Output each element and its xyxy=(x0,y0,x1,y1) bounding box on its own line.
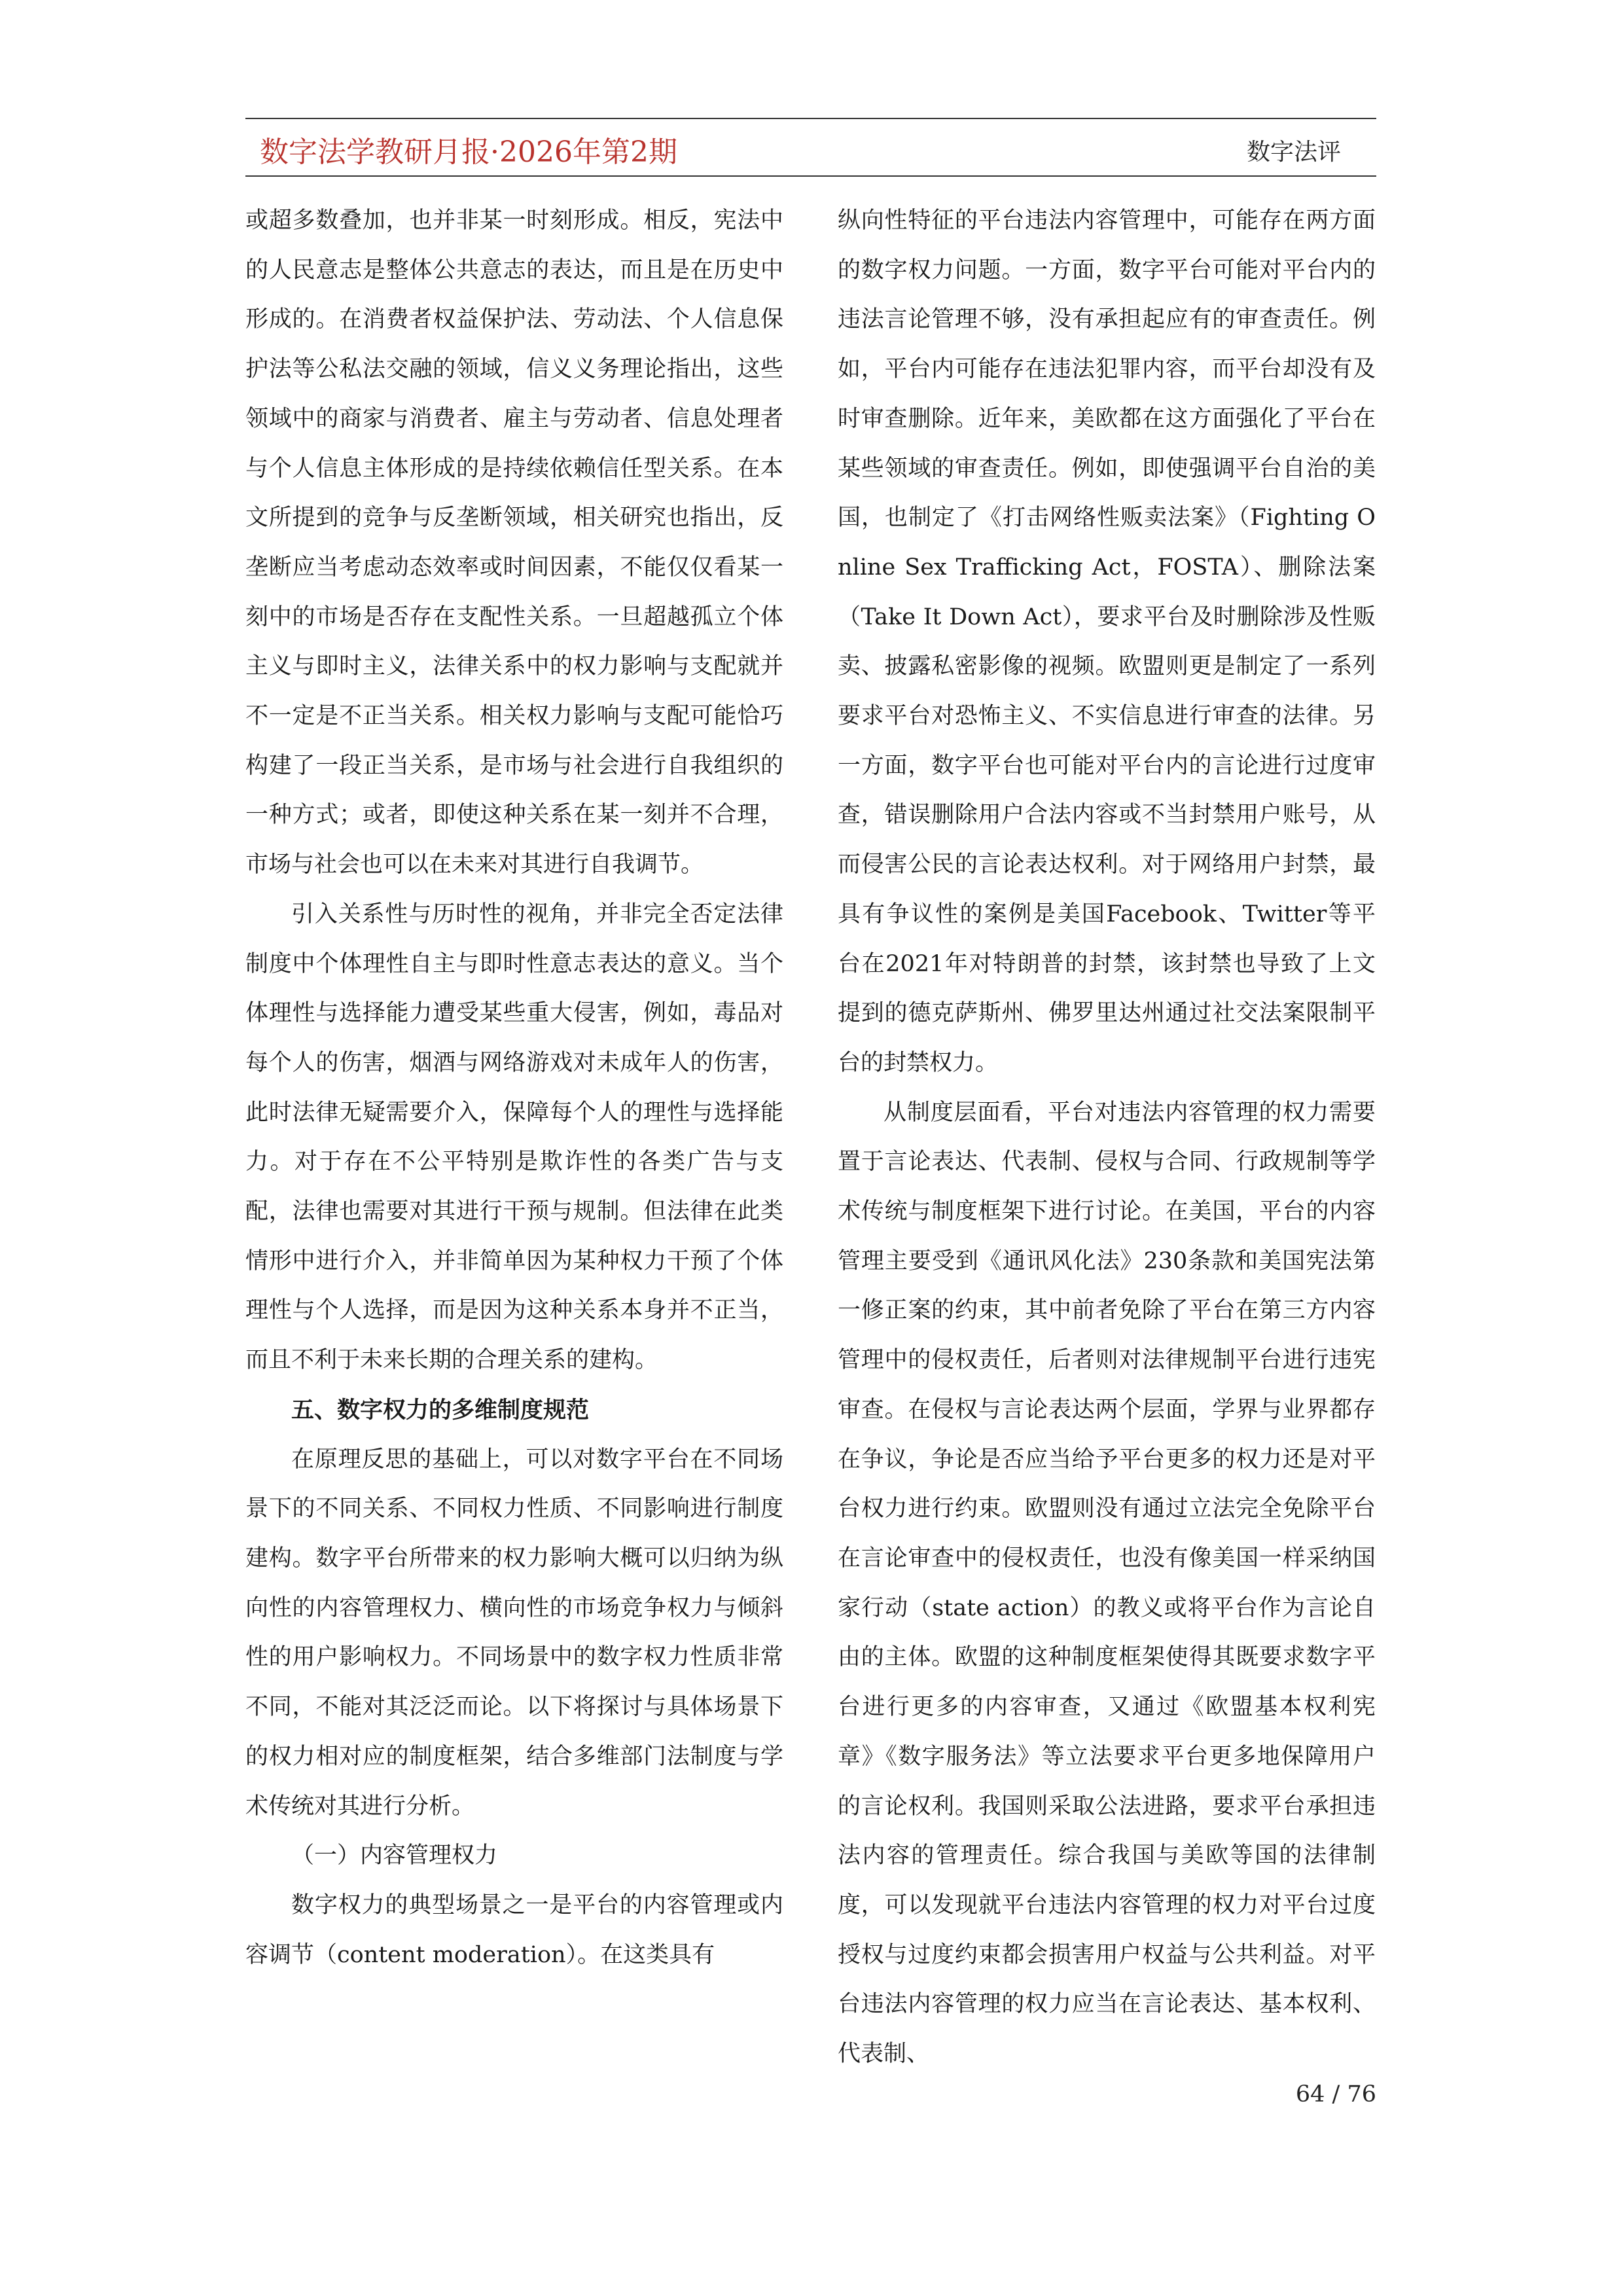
body-paragraph: 或超多数叠加，也并非某一时刻形成。相反，宪法中的人民意志是整体公共意志的表达，而且是在历史中形成的。在消费者权益保护法、劳动法、个人信息保护法等公私法交融的领域，信义义务理论指出，这些领域中的商家与消费者、雇主与劳动者、信息处理者与个人信息主体形成的是持续依赖信任型关系。在本文所提到的竞争与反垄断领域，相关研究也指出，反垄断应当考虑动态效率或时间因素，不能仅仅看某一刻中的市场是否存在支配性关系。一旦超越孤立个体主义与即时主义，法律关系中的权力影响与支配就并不一定是不正当关系。相关权力影响与支配可能恰巧构建了一段正当关系，是市场与社会进行自我组织的一种方式；或者，即使这种关系在某一刻并不合理，市场与社会也可以在未来对其进行自我调节。 xyxy=(245,207,783,878)
right-column xyxy=(838,196,1376,2078)
page-number: 64 / 76 xyxy=(1295,2081,1376,2108)
section-name: 数字法评 xyxy=(1246,139,1341,166)
journal-title: 数字法学教研月报·2026年第2期 xyxy=(260,135,677,169)
body-paragraph: 从制度层面看，平台对违法内容管理的权力需要置于言论表达、代表制、侵权与合同、行政规制等学术传统与制度框架下进行讨论。在美国，平台的内容管理主要受到《通讯风化法》230条款和美国宪法第一修正案的约束，其中前者免除了平台在第三方内容管理中的侵权责任，后者则对法律规制平台进行违宪审查。在侵权与言论表达两个层面，学界与业界都存在争议，争论是否应当给予平台更多的权力还是对平台权力进行约束。欧盟则没有通过立法完全免除平台在言论审查中的侵权责任，也没有像美国一样采纳国家行动（state action）的教义或将平台作为言论自由的主体。欧盟的这种制度框架使得其既要求数字平台进行更多的内容审查，又通过《欧盟基本权利宪章》《数字服务法》等立法要求平台更多地保障用户的言论权利。我国则采取公法进路，要求平台承担违法内容的管理责任。综合我国与美欧等国的法律制度，可以发现就平台违法内容管理的权力对平台过度授权与过度约束都会损害用户权益与公共利益。对平台违法内容管理的权力应当在言论表达、基本权利、代表制、 xyxy=(838,1099,1376,2068)
section-heading: 五、数字权力的多维制度规范 xyxy=(291,1396,590,1424)
body-paragraph: 纵向性特征的平台违法内容管理中，可能存在两方面的数字权力问题。一方面，数字平台可能对平台内的违法言论管理不够，没有承担起应有的审查责任。例如，平台内可能存在违法犯罪内容，而平台却没有及时审查删除。近年来，美欧都在这方面强化了平台在某些领域的审查责任。例如，即使强调平台自治的美国，也制定了《打击网络性贩卖法案》（Fighting Online Sex Trafficking Act，FOSTA）、删除法案（Take It Down Act），要求平台及时删除涉及性贩卖、披露私密影像的视频。欧盟则更是制定了一系列要求平台对恐怖主义、不实信息进行审查的法律。另一方面，数字平台也可能对平台内的言论进行过度审查，错误删除用户合法内容或不当封禁用户账号，从而侵害公民的言论表达权利。对于网络用户封禁，最具有争议性的案例是美国Facebook、Twitter等平台在2021年对特朗普的封禁，该封禁也导致了上文提到的德克萨斯州、佛罗里达州通过社交法案限制平台的封禁权力。 xyxy=(838,207,1376,1076)
left-column xyxy=(245,196,783,2078)
running-header xyxy=(245,118,1376,177)
subsection-heading: （一）内容管理权力 xyxy=(291,1842,498,1869)
body-paragraph: 引入关系性与历时性的视角，并非完全否定法律制度中个体理性自主与即时性意志表达的意义。当个体理性与选择能力遭受某些重大侵害，例如，毒品对每个人的伤害，烟酒与网络游戏对未成年人的伤害，此时法律无疑需要介入，保障每个人的理性与选择能力。对于存在不公平特别是欺诈性的各类广告与支配，法律也需要对其进行干预与规制。但法律在此类情形中进行介入，并非简单因为某种权力干预了个体理性与个人选择，而是因为这种关系本身并不正当，而且不利于未来长期的合理关系的建构。 xyxy=(245,901,783,1374)
body-paragraph: 在原理反思的基础上，可以对数字平台在不同场景下的不同关系、不同权力性质、不同影响进行制度建构。数字平台所带来的权力影响大概可以归纳为纵向性的内容管理权力、横向性的市场竞争权力与倾斜性的用户影响权力。不同场景中的数字权力性质非常不同，不能对其泛泛而论。以下将探讨与具体场景下的权力相对应的制度框架，结合多维部门法制度与学术传统对其进行分析。 xyxy=(245,1446,783,1820)
body-paragraph: 数字权力的典型场景之一是平台的内容管理或内容调节（content moderation）。在这类具有 xyxy=(245,1892,783,1968)
